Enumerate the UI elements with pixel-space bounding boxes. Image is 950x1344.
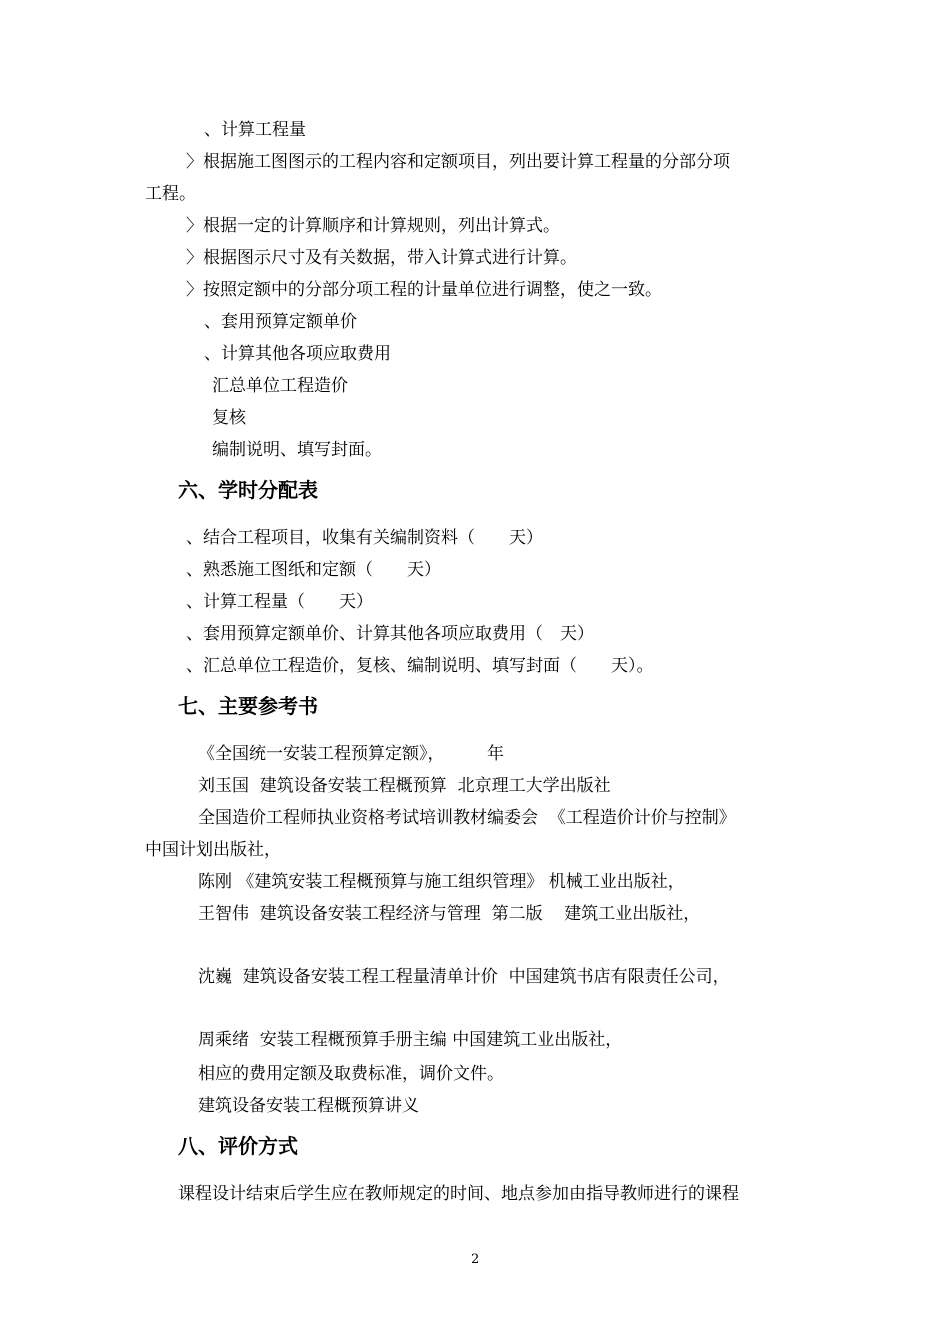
step-apply-unit-price: 、套用预算定额单价 (204, 312, 357, 332)
step-summary-cost: 汇总单位工程造价 (212, 376, 348, 396)
step-calc-quantity: 、计算工程量 (204, 120, 306, 140)
reference-item: 刘玉国 建筑设备安装工程概预算 北京理工大学出版社 (198, 776, 611, 796)
schedule-item: 、套用预算定额单价、计算其他各项应取费用（ 天） (186, 624, 594, 644)
section6-heading: 六、学时分配表 (178, 478, 318, 502)
step-sub-list-items: 〉根据施工图图示的工程内容和定额项目，列出要计算工程量的分部分项 (186, 152, 730, 172)
reference-item: 全国造价工程师执业资格考试培训教材编委会 《工程造价计价与控制》 (198, 808, 736, 828)
page-number: 2 (471, 1252, 480, 1267)
step-sub-list-items-cont: 工程。 (145, 184, 196, 204)
evaluation-paragraph: 课程设计结束后学生应在教师规定的时间、地点参加由指导教师进行的课程 (178, 1184, 739, 1204)
reference-item: 周乘绪 安装工程概预算手册主编 中国建筑工业出版社， (198, 1030, 623, 1050)
step-sub-compute: 〉根据图示尺寸及有关数据，带入计算式进行计算。 (186, 248, 577, 268)
step-other-fees: 、计算其他各项应取费用 (204, 344, 391, 364)
step-write-cover: 编制说明、填写封面。 (212, 440, 382, 460)
section8-heading: 八、评价方式 (178, 1134, 298, 1158)
reference-item: 《全国统一安装工程预算定额》， 年 (198, 744, 504, 764)
schedule-item: 、汇总单位工程造价，复核、编制说明、填写封面（ 天）。 (186, 656, 654, 676)
schedule-item: 、熟悉施工图纸和定额（ 天） (186, 560, 441, 580)
reference-item: 建筑设备安装工程概预算讲义 (198, 1096, 419, 1116)
reference-item: 王智伟 建筑设备安装工程经济与管理 第二版 建筑工业出版社， (198, 904, 701, 924)
reference-item: 陈刚 《建筑安装工程概预算与施工组织管理》 机械工业出版社， (198, 872, 685, 892)
section7-heading: 七、主要参考书 (178, 694, 318, 718)
reference-item: 相应的费用定额及取费标准，调价文件。 (198, 1064, 504, 1084)
schedule-item: 、结合工程项目，收集有关编制资料（ 天） (186, 528, 543, 548)
step-review: 复核 (212, 408, 246, 428)
reference-item: 沈巍 建筑设备安装工程工程量清单计价 中国建筑书店有限责任公司， (198, 967, 730, 987)
reference-item-cont: 中国计划出版社， (145, 840, 281, 860)
step-sub-adjust: 〉按照定额中的分部分项工程的计量单位进行调整，使之一致。 (186, 280, 662, 300)
schedule-item: 、计算工程量（ 天） (186, 592, 373, 612)
step-sub-formula: 〉根据一定的计算顺序和计算规则，列出计算式。 (186, 216, 560, 236)
